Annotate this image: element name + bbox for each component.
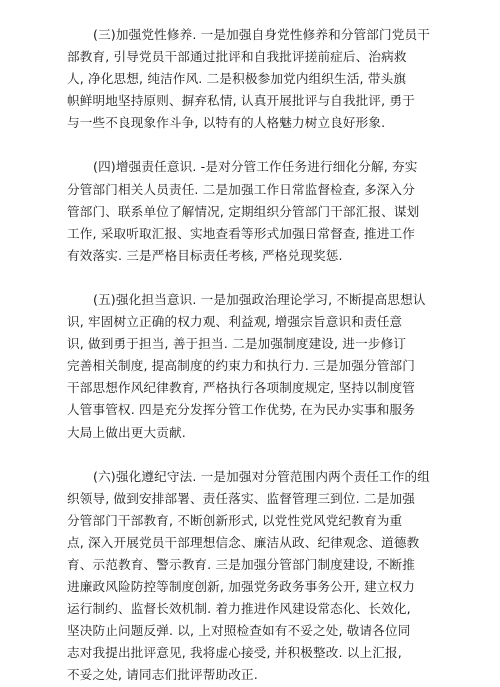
text-line: 部教育, 引导党员干部通过批评和自我批评搓前症后、治病救: [67, 49, 407, 65]
text-line: 识, 牢固树立正确的权力观、利益观, 增强宗旨意识和责任意: [67, 314, 403, 330]
text-line: 干部思想作风纪律教育, 严格执行各项制度规定, 坚持以制度管: [67, 380, 415, 396]
text-line: 运行制约、监督长效机制. 着力推进作风建设常态化、长效化,: [67, 601, 411, 617]
paragraph-discipline: [67, 466, 453, 687]
text-line: 帜鲜明地坚持原则、摒弃私情, 认真开展批评与自我批评, 勇于: [67, 93, 415, 109]
text-line: 有效落实. 三是严格目标责任考核, 严格兑现奖惩.: [67, 247, 343, 263]
text-line: 人管事管权. 四是充分发挥分管工作优势, 在为民办实事和服务: [67, 402, 415, 418]
paragraph-party-spirit: [67, 24, 453, 134]
text-line: 点, 深入开展党员干部理想信念、廉洁从政、纪律观念、道德教: [67, 534, 420, 550]
text-line: (三)加强党性修养. 一是加强自身党性修养和分管部门党员干: [93, 27, 431, 42]
paragraph-responsibility: [67, 156, 453, 266]
document-body: [67, 24, 453, 687]
text-line: 坚决防止问题反弹. 以, 上对照检查如有不妥之处, 敬请各位同: [67, 623, 411, 639]
text-line: 大局上做出更大贡献.: [67, 424, 186, 440]
text-line: (六)强化遵纪守法. 一是加强对分管范围内两个责任工作的组: [93, 468, 431, 484]
text-line: 志对我提出批评意见, 我将虚心接受, 并积极整改. 以上汇报,: [67, 645, 402, 661]
text-line: 管部门、联系单位了解情况, 定期组织分管部门干部汇报、谋划: [67, 203, 420, 219]
text-line: 完善相关制度, 提高制度的约束力和执行力. 三是加强分管部门: [67, 358, 415, 374]
paragraph-accountability: [67, 289, 453, 444]
text-line: 与一些不良现象作斗争, 以特有的人格魅力树立良好形象.: [67, 115, 386, 131]
text-line: (五)强化担当意识. 一是加强政治理论学习, 不断提高思想认: [93, 291, 426, 307]
text-line: 工作, 采取听取汇报、实地查看等形式加强日常督查, 推进工作: [67, 225, 415, 241]
text-line: 识, 做到勇于担当, 善于担当. 二是加强制度建设, 进一步修订: [67, 336, 407, 352]
text-line: (四)增强责任意识. -是对分管工作任务进行细化分解, 夯实: [93, 159, 418, 175]
text-line: 分管部门干部教育, 不断创新形式, 以党性党风党纪教育为重: [67, 512, 403, 528]
text-line: 进廉政风险防控等制度创新, 加强党务政务事务公开, 建立权力: [67, 579, 415, 595]
text-line: 不妥之处, 请同志们批评帮助改正.: [67, 667, 258, 683]
text-line: 织领导, 做到安排部署、责任落实、监督管理三到位. 二是加强: [67, 490, 415, 506]
text-line: 育、示范教育、警示教育. 三是加强分管部门制度建设, 不断推: [67, 556, 415, 572]
text-line: 人, 净化思想, 纯洁作风. 二是积极参加党内组织生活, 带头旗: [67, 71, 407, 87]
text-line: 分管部门相关人员责任. 二是加强工作日常监督检查, 多深入分: [67, 181, 415, 197]
